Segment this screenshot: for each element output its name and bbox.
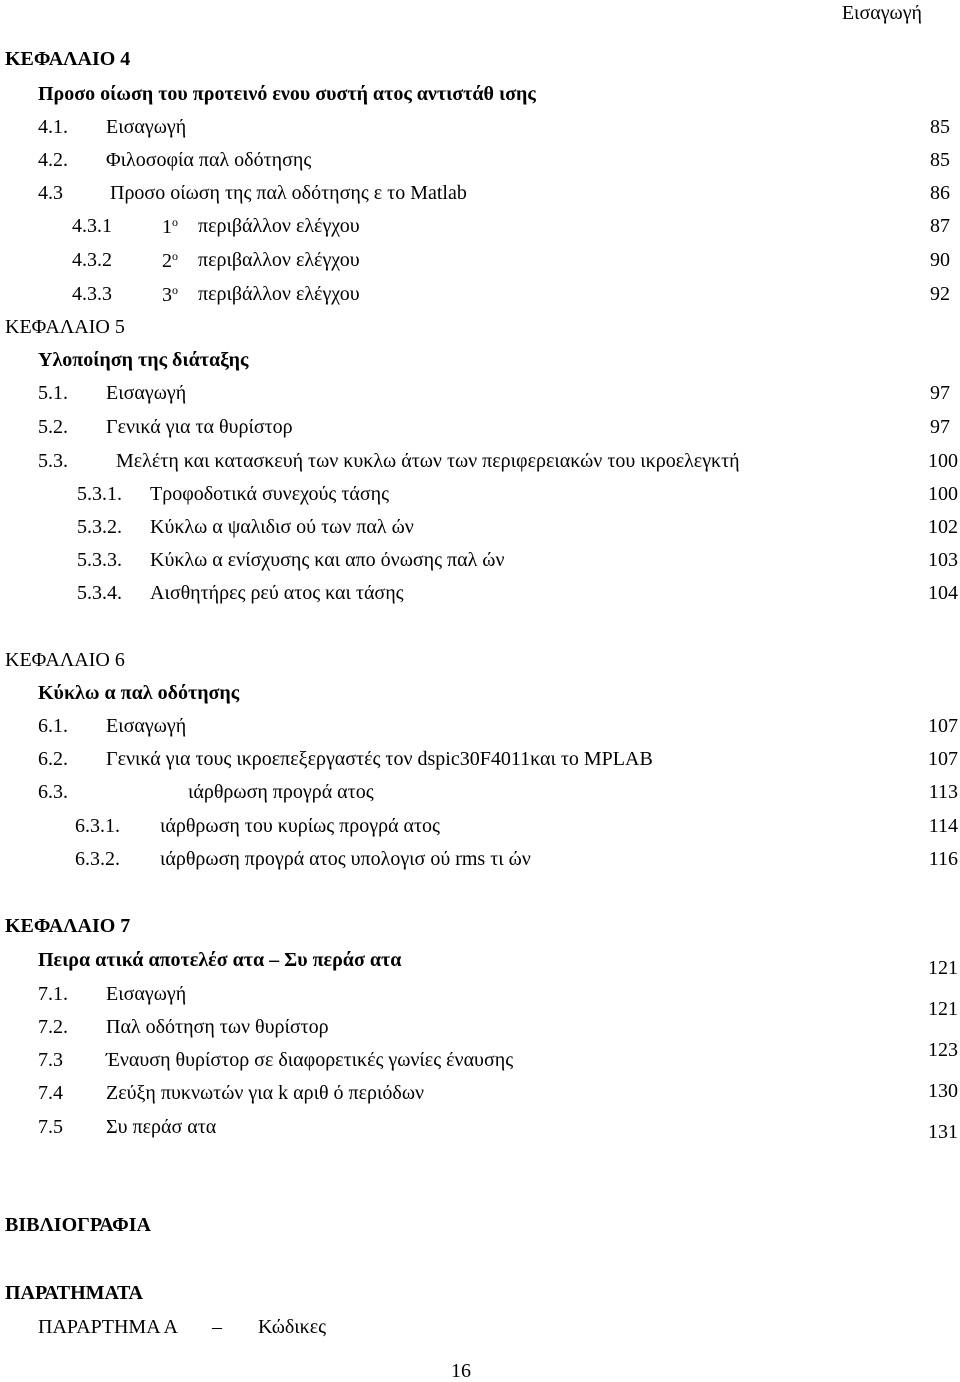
toc-entry-number: 4.3 bbox=[38, 182, 63, 204]
toc-entry-page: 107 bbox=[928, 715, 958, 737]
toc-entry-number: 5.3.2. bbox=[77, 516, 122, 538]
toc-entry-page: 107 bbox=[928, 748, 958, 770]
toc-entry-page: 121 bbox=[928, 998, 958, 1020]
toc-entry-page: 97 bbox=[930, 382, 950, 404]
toc-entry-page: 92 bbox=[930, 283, 950, 305]
toc-entry-title: Παλ οδότηση των θυρίστορ bbox=[106, 1016, 329, 1038]
toc-entry-page: 85 bbox=[930, 149, 950, 171]
toc-entry-number: 4.3.2 bbox=[72, 249, 112, 271]
appendix-dash: – bbox=[212, 1316, 222, 1338]
toc-entry-number: 4.3.3 bbox=[72, 283, 112, 305]
toc-entry-number: 6.1. bbox=[38, 715, 68, 737]
chapter-6-heading: ΚΕΦΑΛΑΙΟ 6 bbox=[5, 649, 125, 671]
toc-entry-title: Ζεύξη πυκνωτών για k αριθ ό περιόδων bbox=[106, 1082, 425, 1104]
toc-entry-number: 7.4 bbox=[38, 1082, 63, 1104]
toc-entry-title: Εισαγωγή bbox=[106, 382, 187, 404]
toc-entry-title: Κύκλω α ενίσχυσης και απο όνωσης παλ ών bbox=[150, 549, 505, 571]
toc-entry-page: 104 bbox=[928, 582, 958, 604]
toc-entry-title: Εισαγωγή bbox=[106, 715, 187, 737]
bibliography-heading: ΒΙΒΛΙΟΓΡΑΦΙΑ bbox=[5, 1214, 151, 1236]
toc-entry-number: 4.3.1 bbox=[72, 215, 112, 237]
chapter-4-title: Προσο οίωση του προτεινό ενου συστή ατος αντιστάθ ισης bbox=[38, 83, 536, 105]
chapter-7-heading: ΚΕΦΑΛΑΙΟ 7 bbox=[5, 915, 131, 937]
toc-entry-number: 5.1. bbox=[38, 382, 68, 404]
toc-entry-title: Εισαγωγή bbox=[106, 116, 187, 138]
toc-entry-number: 5.3.1. bbox=[77, 483, 122, 505]
toc-entry-title: Γενικά για τους ικροεπεξεργαστές τον dspic30F4011και το MPLAB bbox=[106, 748, 653, 770]
running-header: Εισαγωγή bbox=[841, 2, 922, 24]
toc-entry-number: 6.3.2. bbox=[75, 848, 120, 870]
toc-entry-title: Κύκλω α ψαλιδισ ού των παλ ών bbox=[150, 516, 414, 538]
toc-entry-title: ιάρθρωση προγρά ατος υπολογισ ού rms τι ών bbox=[160, 848, 531, 870]
toc-entry-title: περιβάλλον ελέγχου bbox=[198, 283, 360, 305]
toc-entry-title: ιάρθρωση του κυρίως προγρά ατος bbox=[160, 815, 440, 837]
chapter-5-title: Υλοποίηση της διάταξης bbox=[38, 349, 249, 371]
toc-entry-title: Έναυση θυρίστορ σε διαφορετικές γωνίες έναυσης bbox=[106, 1049, 514, 1071]
toc-entry-ordinal: $1^o$ bbox=[162, 215, 178, 238]
toc-entry-page: 100 bbox=[928, 450, 958, 472]
toc-entry-title: Συ περάσ ατα bbox=[106, 1116, 217, 1138]
toc-entry-page: 97 bbox=[930, 416, 950, 438]
toc-entry-title: περιβαλλον ελέγχου bbox=[198, 249, 360, 271]
chapter-5-heading: ΚΕΦΑΛΑΙΟ 5 bbox=[5, 316, 125, 338]
appendices-heading: ΠΑΡΑΤΗΜΑΤΑ bbox=[5, 1282, 143, 1304]
toc-entry-page: 116 bbox=[928, 848, 958, 870]
toc-entry-number: 6.2. bbox=[38, 748, 68, 770]
appendix-title: Κώδικες bbox=[258, 1316, 327, 1338]
appendix-label: ΠΑΡΑΡΤΗΜΑ Α bbox=[38, 1316, 178, 1338]
toc-entry-ordinal: $2^o$ bbox=[162, 249, 178, 272]
toc-entry-number: 5.3. bbox=[38, 450, 68, 472]
toc-entry-number: 5.3.4. bbox=[77, 582, 122, 604]
toc-entry-number: 4.2. bbox=[38, 149, 68, 171]
toc-entry-title: ιάρθρωση προγρά ατος bbox=[188, 781, 374, 803]
toc-entry-page: 131 bbox=[928, 1121, 958, 1143]
toc-entry-number: 7.1. bbox=[38, 983, 68, 1005]
toc-entry-page: 103 bbox=[928, 549, 958, 571]
toc-entry-title: περιβάλλον ελέγχου bbox=[198, 215, 360, 237]
toc-entry-ordinal: $3^o$ bbox=[162, 283, 178, 306]
toc-entry-page: 113 bbox=[928, 781, 958, 803]
toc-entry-page: 130 bbox=[928, 1080, 958, 1102]
toc-entry-page: 100 bbox=[928, 483, 958, 505]
toc-entry-page: 121 bbox=[928, 957, 958, 979]
chapter-6-title: Κύκλω α παλ οδότησης bbox=[38, 682, 240, 704]
toc-entry-number: 7.2. bbox=[38, 1016, 68, 1038]
toc-entry-number: 6.3.1. bbox=[75, 815, 120, 837]
toc-entry-number: 5.3.3. bbox=[77, 549, 122, 571]
toc-entry-number: 7.5 bbox=[38, 1116, 63, 1138]
chapter-4-heading: ΚΕΦΑΛΑΙΟ 4 bbox=[5, 48, 131, 70]
toc-entry-page: 86 bbox=[930, 182, 950, 204]
toc-entry-title: Μελέτη και κατασκευή των κυκλω άτων των περιφερειακών του ικροελεγκτή bbox=[116, 450, 740, 472]
toc-entry-title: Φιλοσοφία παλ οδότησης bbox=[106, 149, 312, 171]
toc-entry-title: Αισθητήρες ρεύ ατος και τάσης bbox=[150, 582, 404, 604]
toc-entry-page: 102 bbox=[928, 516, 958, 538]
page-number: 16 bbox=[451, 1360, 471, 1382]
toc-entry-number: 5.2. bbox=[38, 416, 68, 438]
toc-entry-number: 4.1. bbox=[38, 116, 68, 138]
toc-entry-page: 85 bbox=[930, 116, 950, 138]
toc-entry-title: Τροφοδοτικά συνεχούς τάσης bbox=[150, 483, 390, 505]
toc-entry-title: Εισαγωγή bbox=[106, 983, 187, 1005]
toc-entry-number: 6.3. bbox=[38, 781, 68, 803]
toc-entry-title: Προσο οίωση της παλ οδότησης ε το Matlab bbox=[110, 182, 467, 204]
toc-entry-number: 7.3 bbox=[38, 1049, 63, 1071]
chapter-7-title: Πειρα ατικά αποτελέσ ατα – Συ περάσ ατα bbox=[38, 949, 402, 971]
toc-entry-page: 87 bbox=[930, 215, 950, 237]
toc-entry-page: 90 bbox=[930, 249, 950, 271]
toc-entry-title: Γενικά για τα θυρίστορ bbox=[106, 416, 293, 438]
toc-entry-page: 123 bbox=[928, 1039, 958, 1061]
toc-entry-page: 114 bbox=[928, 815, 958, 837]
